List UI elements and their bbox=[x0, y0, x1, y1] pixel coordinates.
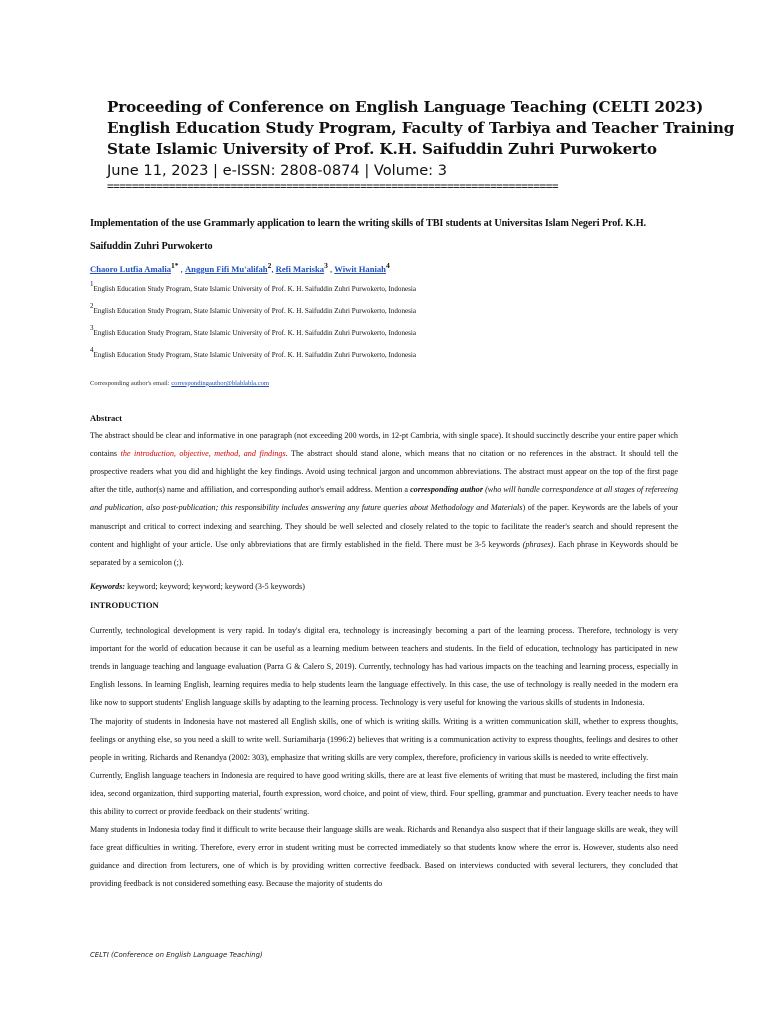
affiliation bbox=[90, 342, 678, 364]
abstract-text: . Each phrase in Keywords should be separated by a semicolon (;). bbox=[90, 539, 678, 567]
corresponding-label: Corresponding author's email: bbox=[90, 379, 172, 387]
abstract-text: . The abstract should stand alone, which means that no citation or no references in the abstract. It should tell the prospective readers what you did and highlight the key findings. Avoid using technical jargon and uncommon abbreviations. The abstract must appear on the top of the first page after the title, author(s) name and affiliation, and corresponding author's email address. Mention a bbox=[90, 449, 678, 495]
introduction-paragraph: The majority of students in Indonesia have not mastered all English skills, one of which is writing skills. Writing is a written communication skill, whether to express thoughts, feelings or anything else, so you need a skill to write well. Suriamiharja (1996:2) believes that writing is a communication activity to express thoughts, feelings and desires to other people in writing. Richards and Renandya (2002: 303), emphasize that writing skills are very complex, therefore, proficiency in various skills is needed to write effectively. bbox=[90, 716, 678, 762]
affiliation-number: 3 bbox=[90, 323, 94, 332]
author-sup: 3 bbox=[324, 261, 328, 270]
affiliation-text: English Education Study Program, State Islamic University of Prof. K. H. Saifuddin Zuhri Purwokerto, Indonesia bbox=[93, 306, 417, 315]
author-sup: 4 bbox=[385, 261, 390, 270]
affiliation-text: English Education Study Program, State Islamic University of Prof. K. H. Saifuddin Zuhri Purwokerto, Indonesia bbox=[93, 284, 417, 293]
abstract-italic: (who will handle correspondence at all stages of refereeing and publication, also post-publication; this responsibility includes answering any future queries about Methodology and Materials bbox=[90, 485, 679, 513]
author-link[interactable]: Chaoro Lutfia Amalia bbox=[90, 263, 172, 274]
affiliation bbox=[90, 298, 678, 320]
header-rule: ========================================================================= bbox=[107, 181, 559, 193]
introduction-heading: INTRODUCTION bbox=[90, 600, 159, 611]
affiliation-number: 1 bbox=[90, 279, 94, 288]
abstract-text: ) of the paper. Keywords are the labels of your manuscript and critical to correct indexing and searching. They should be well selected and closely related to the topic to facilitate the reader's search and should represent the content and highlight of your article. Use only abbreviations that are firmly established in the field. There must be 3-5 keywords bbox=[90, 503, 678, 549]
introduction-paragraph: Currently, technological development is very rapid. In today's digital era, technology is increasingly becoming a part of the learning process. Therefore, technology is very important for the world of education because it can be useful as a learning medium between teachers and students. In the field of education, technology has participated in new trends in language teaching and language evaluation (Parra G & Calero S, 2019). Currently, technology has had various impacts on the teaching and learning process, especially in English lessons. In learning English, learning requires media to help students learn the language effectively. In this case, the use of technology is really needed in the modern era like now to support students' English language skills by adapting to the learning process. Technology is very useful for knowing the various skills of students in Indonesia. bbox=[90, 626, 678, 708]
abstract-text: The abstract should be clear and informative in one paragraph (not exceeding 200 words, in 12-pt Cambria, with single space). It should succinctly describe your entire paper which contains bbox=[90, 430, 678, 459]
abstract-highlight: the introduction, objective, method, and findings bbox=[120, 449, 286, 459]
introduction-paragraph: Currently, English language teachers in Indonesia are required to have good writing skills, there are at least five elements of writing that must be mastered, including the first main idea, second organization, third supporting material, fourth expression, word choice, and point of view, third. Four spelling, grammar and punctuation. Every teacher needs to have this ability to correct or provide feedback on their students' writing. bbox=[90, 770, 678, 817]
header-title-line-1: Proceeding of Conference on English Language Teaching (CELTI 2023) bbox=[107, 98, 704, 116]
proceeding-header bbox=[107, 97, 735, 195]
affiliation-text: English Education Study Program, State Islamic University of Prof. K. H. Saifuddin Zuhri Purwokerto, Indonesia bbox=[93, 350, 417, 359]
affiliation-text: English Education Study Program, State Islamic University of Prof. K. H. Saifuddin Zuhri Purwokerto, Indonesia bbox=[93, 328, 417, 337]
paper-content bbox=[90, 212, 678, 894]
corresponding-email-link[interactable]: correspondingauthor@blablabla.com bbox=[171, 379, 270, 387]
keywords-text: keyword; keyword; keyword; keyword (3-5 keywords) bbox=[125, 582, 305, 592]
author-list: Chaoro Lutfia Amalia$^{1*}$ , Anggun Fifi Mu'alifah$^2$, Refi Mariska$^3$ , Wiwit Haniah$^4$ bbox=[90, 261, 390, 274]
author-sup: 2 bbox=[267, 261, 272, 270]
author-sup: 1* bbox=[171, 261, 179, 270]
header-title-line-3: State Islamic University of Prof. K.H. Saifuddin Zuhri Purwokerto bbox=[107, 140, 657, 158]
keywords-line bbox=[90, 578, 678, 596]
introduction-paragraph: Many students in Indonesia today find it difficult to write because their language skills are weak. Richards and Renandya also suspect that if their language skills are weak, they will face great difficulties in writing. Therefore, every error in student writing must be corrected immediately so that students know where the error is. However, students also need guidance and direction from lecturers, one of which is by providing written corrective feedback. Based on interviews conducted with several lecturers, they concluded that providing feedback is not considered something easy. Because the majority of students do bbox=[90, 825, 678, 889]
author-link[interactable]: Refi Mariska bbox=[275, 263, 325, 274]
abstract-italic: (phrases) bbox=[522, 539, 554, 549]
page-footer: CELTI (Conference on English Language Teaching) bbox=[90, 951, 263, 959]
abstract-heading: Abstract bbox=[90, 412, 122, 423]
author-link[interactable]: Anggun Fifi Mu'alifah bbox=[184, 263, 268, 274]
article-title: Implementation of the use Grammarly application to learn the writing skills of TBI students at Universitas Islam Negeri Prof. K.H. Saifuddin Zuhri Purwokerto bbox=[90, 218, 646, 252]
author-link[interactable]: Wiwit Haniah bbox=[334, 263, 386, 274]
affiliation-number: 4 bbox=[90, 345, 94, 354]
abstract-body bbox=[90, 427, 678, 572]
keywords-label: Keywords: bbox=[90, 582, 126, 592]
corresponding-author bbox=[90, 379, 678, 389]
affiliation bbox=[90, 320, 678, 342]
header-title-line-2: English Education Study Program, Faculty of Tarbiya and Teacher Training bbox=[107, 119, 735, 137]
introduction-body bbox=[90, 622, 678, 893]
affiliation-number: 2 bbox=[90, 301, 94, 310]
affiliation bbox=[90, 276, 678, 298]
header-meta: June 11, 2023 | e-ISSN: 2808-0874 | Volume: 3 bbox=[107, 162, 448, 179]
abstract-emphasis: corresponding author bbox=[410, 485, 484, 495]
